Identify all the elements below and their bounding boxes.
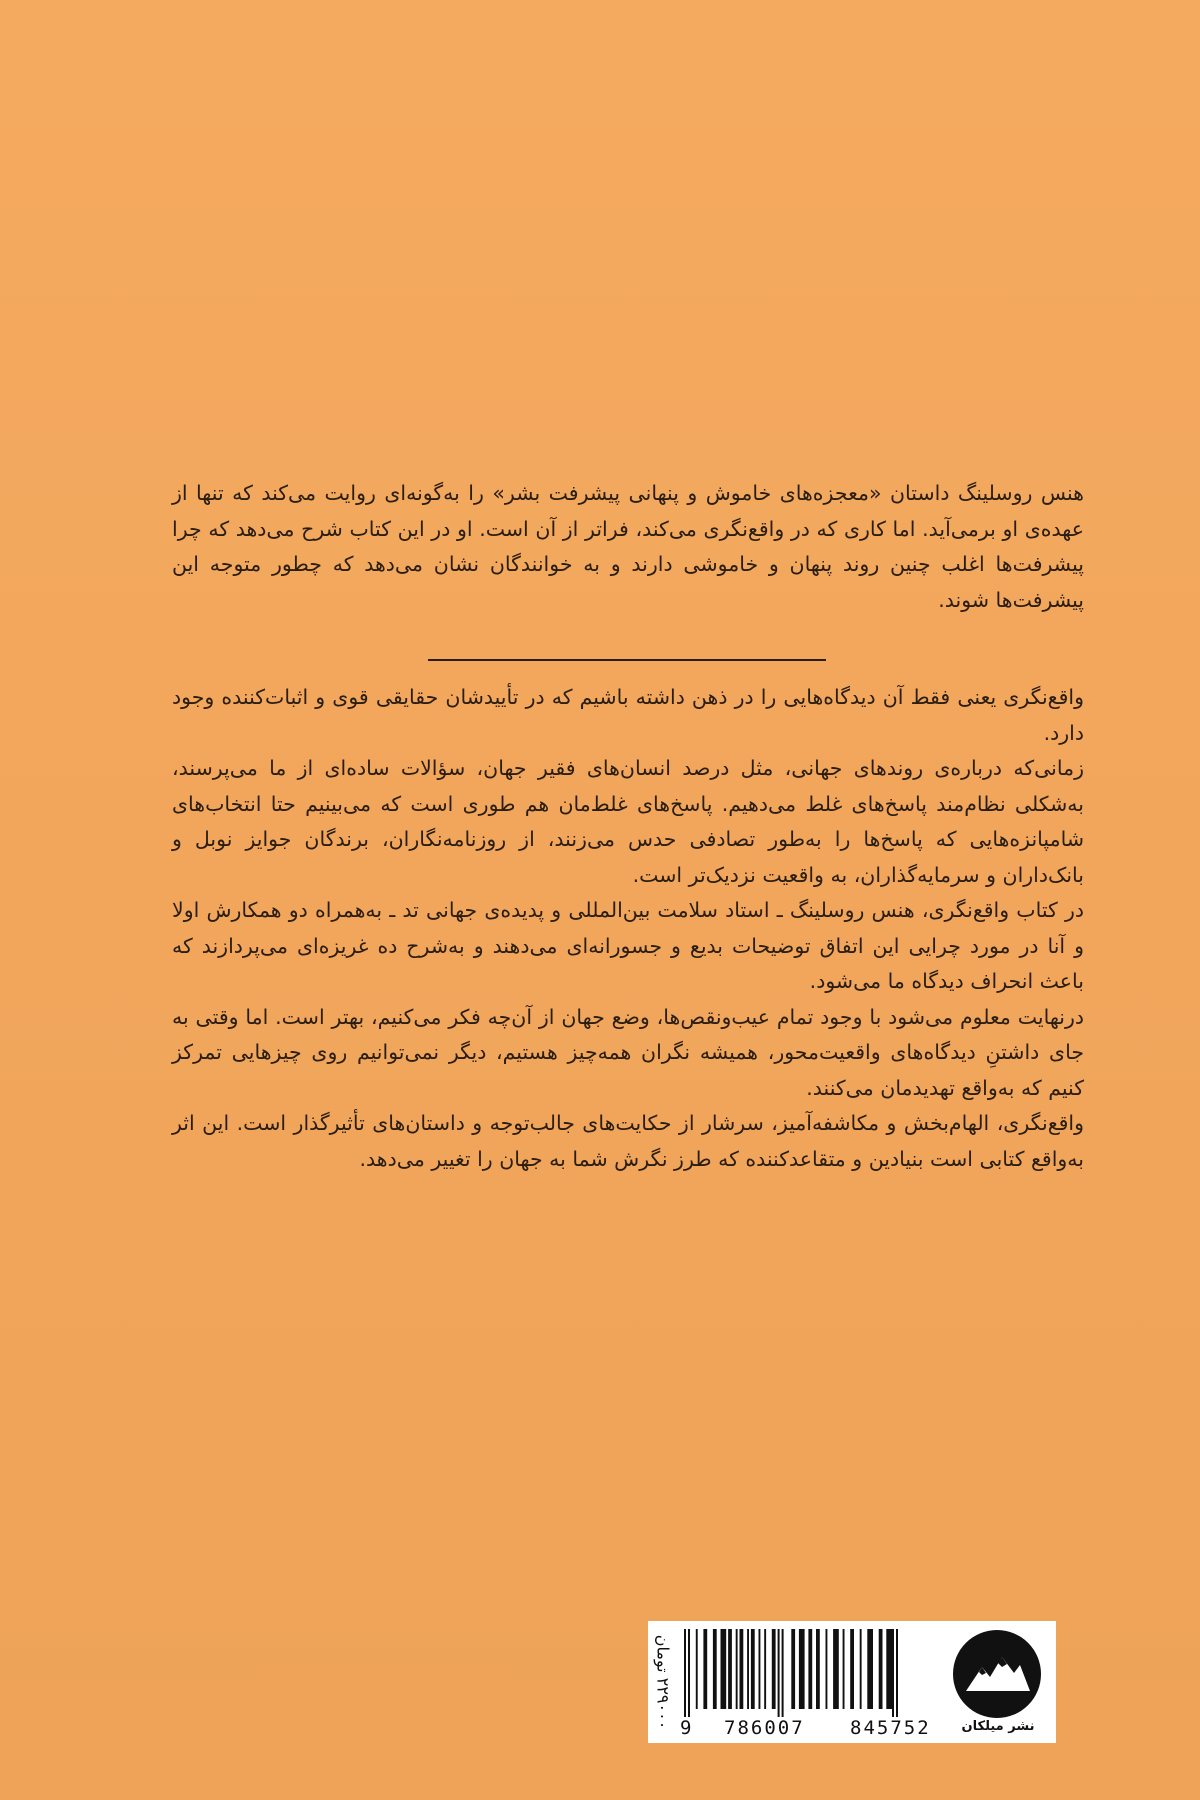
barcode-bar bbox=[688, 1629, 690, 1717]
blurb-paragraph-5: واقع‌نگری، الهام‌بخش و مکاشفه‌آمیز، سرشار از حکایت‌های جالب‌توجه و داستان‌های تأثیرگذار است. این اثر به‌واقع کتابی است بنیادین و متقاعدکننده که طرز نگرش شما به جهان را تغییر می‌دهد. bbox=[172, 1111, 1084, 1171]
barcode-bar bbox=[778, 1629, 780, 1717]
barcode-bar bbox=[696, 1629, 698, 1709]
isbn-right-group: 845752 bbox=[850, 1717, 931, 1739]
mountains-circle-icon bbox=[952, 1629, 1042, 1719]
barcode-bar bbox=[764, 1629, 766, 1709]
barcode-bar bbox=[808, 1629, 812, 1709]
barcode-bar bbox=[782, 1629, 784, 1717]
barcode-bar bbox=[728, 1629, 732, 1709]
price-text: ۲۲۹۰۰۰ تومان bbox=[653, 1634, 673, 1730]
price-label bbox=[648, 1625, 678, 1739]
barcode-bar bbox=[860, 1629, 862, 1709]
intro-paragraph bbox=[172, 476, 1084, 618]
barcode-bar bbox=[736, 1629, 738, 1709]
blurb-paragraph-4: درنهایت معلوم می‌شود با وجود تمام عیب‌ونقص‌ها، وضع جهان از آن‌چه فکر می‌کنیم، بهتر است. اما وقتی به جای داشتنِ دیدگاه‌های واقعیت‌محور، همیشه نگران همه‌چیز هستیم، دیگر نمی‌توانیم روی چیزهایی تمرکز کنیم که به‌واقع تهدیدمان می‌کنند. bbox=[172, 1004, 1084, 1100]
barcode-bar bbox=[759, 1629, 761, 1709]
barcode-bar bbox=[799, 1629, 805, 1709]
blurb-paragraph-2: زمانی‌که درباره‌ی روندهای جهانی، مثل درصد انسان‌های فقیر جهان، سؤالات ساده‌ای از ما می‌پرسند، به‌شکلی نظام‌مند پاسخ‌های غلط می‌دهیم. پاسخ‌های غلط‌مان هم طوری است که می‌بینیم حتا انتخاب‌های شامپانزه‌هایی که پاسخ‌ها را به‌طور تصادفی حدس می‌زنند، از روزنامه‌نگاران، برندگان جوایز نوبل و بانک‌داران و سرمایه‌گذاران، به واقعیت نزدیک‌تر است. bbox=[172, 756, 1084, 887]
intro-text: هنس روسلینگ داستان «معجزه‌های خاموش و پنهانی پیشرفت بشر» را به‌گونه‌ای روایت می‌کند که تنها از عهده‌ی او برمی‌آید. اما کاری که در واقع‌نگری می‌کند، فراتر از آن است. او در این کتاب شرح می‌دهد که چرا پیشرفت‌ها اغلب چنین روند پنهان و خاموشی دارند و به خوانندگان نشان می‌دهد که چطور متوجه این پیشرفت‌ها شوند. bbox=[172, 481, 1084, 612]
publisher-logo bbox=[946, 1629, 1050, 1737]
barcode-bar bbox=[826, 1629, 828, 1709]
barcode-bar bbox=[751, 1629, 755, 1709]
blurb-paragraph-1: واقع‌نگری یعنی فقط آن دیدگاه‌هایی را در ذهن داشته باشیم که در تأییدشان حقایقی قوی و اثبات‌کننده وجود دارد. bbox=[172, 685, 1084, 745]
blurb-body bbox=[172, 680, 1084, 1177]
isbn-barcode bbox=[682, 1629, 934, 1717]
barcode-bar bbox=[703, 1629, 707, 1709]
barcode-bar bbox=[684, 1629, 686, 1717]
publisher-name: نشر میلکان bbox=[961, 1719, 1035, 1734]
barcode-bar bbox=[896, 1629, 898, 1717]
barcode-bar bbox=[892, 1629, 894, 1717]
barcode-bar bbox=[886, 1629, 892, 1709]
isbn-number bbox=[682, 1717, 934, 1739]
barcode-bar bbox=[713, 1629, 717, 1709]
section-divider bbox=[428, 659, 826, 661]
barcode-bar bbox=[747, 1629, 749, 1709]
isbn-left-group: 786007 bbox=[724, 1717, 805, 1739]
blurb-paragraph-3: در کتاب واقع‌نگری، هنس روسلینگ ـ استاد سلامت بین‌المللی و پدیده‌ی جهانی تد ـ به‌همراه دو همکارش اولا و آنا در مورد چرایی این اتفاق توضیحات بدیع و جسورانه‌ای می‌دهند و به‌شرح ده غریزه‌ای می‌پردازند که باعث انحراف دیدگاه ما می‌شود. bbox=[172, 898, 1084, 993]
barcode-bar bbox=[879, 1629, 883, 1709]
barcode-panel bbox=[648, 1621, 1056, 1743]
barcode-bar bbox=[867, 1629, 873, 1709]
barcode-bar bbox=[721, 1629, 727, 1709]
barcode-bar bbox=[850, 1629, 854, 1709]
barcode-bar bbox=[772, 1629, 776, 1709]
barcode-bar bbox=[791, 1629, 795, 1709]
barcode-bar bbox=[843, 1629, 845, 1709]
isbn-lead-digit: 9 bbox=[680, 1717, 692, 1739]
barcode-bar bbox=[816, 1629, 820, 1709]
barcode-bar bbox=[833, 1629, 839, 1709]
barcode-bar bbox=[740, 1629, 744, 1709]
